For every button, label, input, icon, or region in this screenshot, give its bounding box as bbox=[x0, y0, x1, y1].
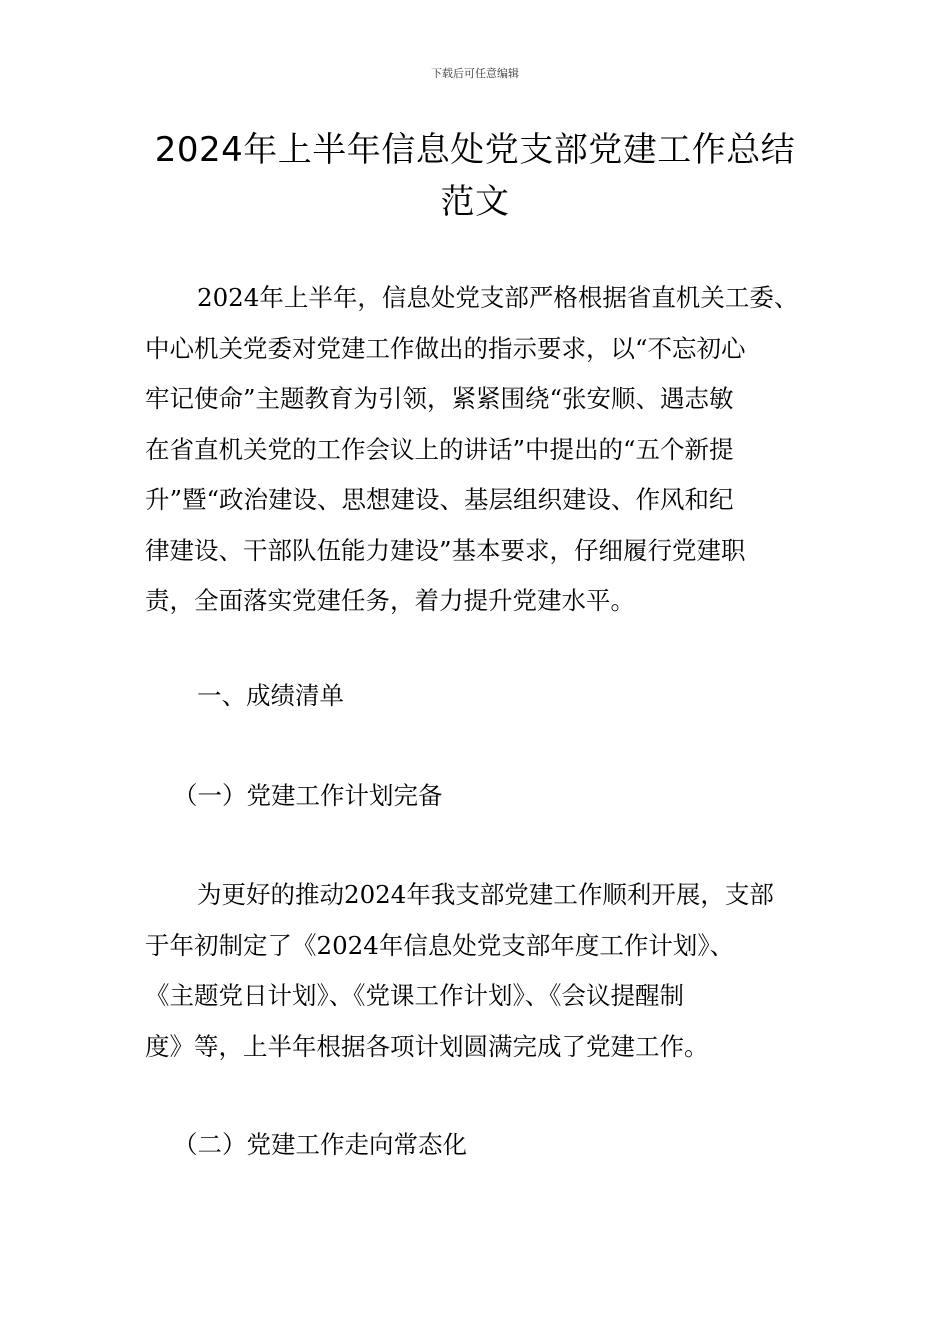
paragraph-line: 中心机关党委对党建工作做出的指示要求，以“不忘初心 bbox=[145, 333, 746, 363]
document-title-line-2: 范文 bbox=[440, 182, 510, 222]
paragraph-line: 升”暨“政治建设、思想建设、基层组织建设、作风和纪 bbox=[145, 485, 734, 514]
paragraph-line: 《主题党日计划》、《党课工作计划》、《会议提醒制 bbox=[145, 981, 684, 1010]
intro-paragraph bbox=[145, 273, 825, 627]
paragraph-line: 牢记使命”主题教育为引领，紧紧围绕“张安顺、遇志敏 bbox=[145, 384, 734, 413]
subsection-heading: （二）党建工作走向常态化 bbox=[173, 1130, 467, 1159]
paragraph-line: 2024年上半年，信息处党支部严格根据省直机关工委、 bbox=[197, 283, 799, 312]
paragraph-line: 为更好的推动2024年我支部党建工作顺利开展，支部 bbox=[197, 880, 774, 909]
paragraph-line: 律建设、干部队伍能力建设”基本要求，仔细履行党建职 bbox=[145, 535, 746, 565]
document-title bbox=[140, 124, 810, 228]
section-heading: 一、成绩清单 bbox=[197, 681, 344, 710]
subsection-heading: （一）党建工作计划完备 bbox=[173, 781, 443, 810]
paragraph-line: 度》等，上半年根据各项计划圆满完成了党建工作。 bbox=[145, 1031, 709, 1061]
plan-paragraph bbox=[145, 870, 825, 1072]
document-title-line-1: 2024年上半年信息处党支部党建工作总结 bbox=[154, 130, 796, 170]
paragraph-line: 责，全面落实党建任务，着力提升党建水平。 bbox=[145, 586, 635, 615]
paragraph-line: 于年初制定了《2024年信息处党支部年度工作计划》、 bbox=[145, 930, 735, 960]
paragraph-line: 在省直机关党的工作会议上的讲话”中提出的“五个新提 bbox=[145, 434, 734, 464]
header-note: 下载后可任意编辑 bbox=[431, 67, 519, 80]
